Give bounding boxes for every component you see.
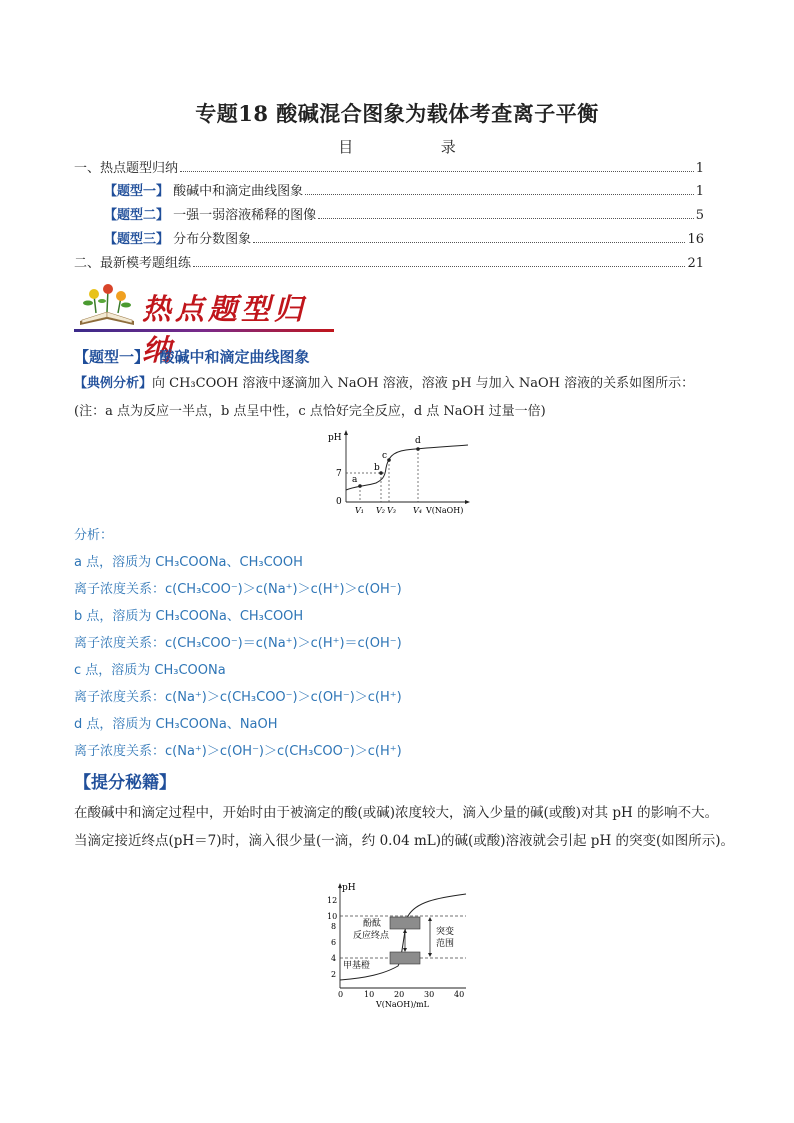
toc-row[interactable] [74, 154, 704, 176]
chart1-tick-v1: V₁ [355, 506, 364, 515]
chart1-tick-7: 7 [336, 469, 342, 479]
banner-title: 热点题型归纳 [142, 292, 308, 367]
book-flowers-icon [74, 283, 140, 329]
toc-leader [193, 266, 685, 267]
toc-row-label: 一强一弱溶液稀释的图像 [173, 208, 317, 223]
toc-heading-right: 录 [440, 138, 456, 156]
toc-leader [180, 171, 694, 172]
chart2-xtick-40: 40 [454, 990, 465, 999]
chart2-ytick-6: 6 [331, 938, 337, 947]
banner-underline [74, 329, 334, 332]
toc-row-bracket: 【题型一】 [104, 184, 170, 199]
analysis-line: d 点，溶质为 CH₃COONa、NaOH [74, 717, 278, 732]
toc-leader [318, 218, 694, 219]
chart1-tick-v3: V₃ [387, 506, 396, 515]
section-heading [74, 346, 309, 367]
toc-row-bracket: 【题型三】 [104, 232, 170, 247]
chart2-phenolphthalein-box [390, 917, 420, 929]
page-title: 专题18 酸碱混合图象为载体考查离子平衡 [195, 101, 599, 126]
tips-line: 在酸碱中和滴定过程中，开始时由于被滴定的酸(或碱)浓度较大，滴入少量的碱(或酸)对其 pH 的影响不大。 [74, 805, 719, 821]
example-note: (注：a 点为反应一半点，b 点呈中性，c 点恰好完全反应，d 点 NaOH 过量一倍) [74, 404, 546, 419]
chart1-x-label: V(NaOH) [426, 506, 464, 515]
analysis-line: a 点，溶质为 CH₃COONa、CH₃COOH [74, 555, 303, 570]
chart2-xtick-30: 30 [424, 990, 435, 999]
chart2-y-label: pH [342, 883, 356, 893]
example-tag: 【典例分析】 [74, 376, 153, 391]
toc-row-page: 1 [695, 161, 704, 176]
chart1-x-arrow [465, 500, 470, 504]
chart1-label-c: c [382, 451, 388, 461]
example-paragraph [74, 375, 734, 393]
tips-line: 当滴定接近终点(pH＝7)时，滴入很少量(一滴，约 0.04 mL)的碱(或酸)溶液就会引起 pH 的突变(如图所示)。 [74, 833, 735, 849]
chart2-range-arrow-down [428, 953, 432, 957]
toc-row[interactable] [104, 177, 704, 199]
toc-row-label: 酸碱中和滴定曲线图象 [173, 184, 304, 199]
chart1-tick-v2: V₂ [376, 506, 385, 515]
chart2-ytick-4: 4 [331, 954, 337, 963]
chart1-point-c [387, 458, 391, 462]
chart1-label-b: b [374, 463, 380, 473]
chart2-xtick-0: 0 [338, 990, 344, 999]
analysis-line: b 点，溶质为 CH₃COONa、CH₃COOH [74, 609, 304, 624]
chart1-y-arrow [344, 430, 348, 435]
toc-row-page: 1 [695, 184, 704, 199]
chart1-tick-v4: V₄ [413, 506, 422, 515]
titration-curve-chart [322, 428, 472, 516]
toc-row-label: 二、最新模考题组练 [74, 256, 192, 271]
chart1-label-d: d [415, 436, 421, 446]
chart2-label-endpoint: 反应终点 [353, 931, 390, 941]
chart1-origin: 0 [336, 497, 342, 507]
toc-row[interactable] [104, 201, 704, 223]
chart2-ytick-8: 8 [331, 922, 337, 931]
chart2-xtick-10: 10 [364, 990, 375, 999]
chart2-xtick-20: 20 [394, 990, 405, 999]
toc-row-page: 16 [687, 232, 704, 247]
chart2-x-label: V(NaOH)/mL [376, 1000, 429, 1008]
section-heading-text: 酸碱中和滴定曲线图象 [159, 348, 310, 366]
analysis-line: c 点，溶质为 CH₃COONa [74, 663, 226, 678]
toc-row[interactable] [104, 225, 704, 247]
chart2-label-indicator-bottom: 甲基橙 [343, 961, 371, 971]
analysis-line: 离子浓度关系：c(Na⁺)＞c(CH₃COO⁻)＞c(OH⁻)＞c(H⁺) [74, 690, 402, 705]
chart2-methyl-orange-box [390, 952, 420, 964]
chart1-curve [346, 445, 468, 490]
tips-heading: 【提分秘籍】 [74, 773, 176, 793]
chart2-endpoint-arrow-up [403, 929, 407, 933]
chart2-ytick-2: 2 [331, 970, 337, 979]
chart2-label-indicator-top: 酚酞 [363, 919, 382, 929]
chart1-point-a [358, 484, 362, 488]
chart2-endpoint-arrow-down [403, 948, 407, 952]
toc-row-label: 分布分数图象 [173, 232, 252, 247]
chart2-range-arrow-up [428, 917, 432, 921]
toc-row[interactable] [74, 249, 704, 271]
ph-jump-chart [326, 880, 476, 1008]
toc-row-page: 5 [695, 208, 704, 223]
toc-row-label: 一、热点题型归纳 [74, 161, 179, 176]
toc-leader [253, 242, 685, 243]
chart1-y-label: pH [328, 433, 342, 443]
toc-row-page: 21 [687, 256, 704, 271]
chart2-ytick-10: 10 [327, 912, 338, 921]
section-heading-bracket: 【题型一】 [74, 348, 150, 366]
toc-leader [305, 194, 694, 195]
example-text: 向 CH₃COOH 溶液中逐滴加入 NaOH 溶液，溶液 pH 与加入 NaOH 溶液的关系如图所示： [152, 376, 695, 391]
chart2-label-range-1: 突变 [436, 927, 455, 937]
analysis-line: 离子浓度关系：c(CH₃COO⁻)＞c(Na⁺)＞c(H⁺)＞c(OH⁻) [74, 582, 402, 597]
toc-row-bracket: 【题型二】 [104, 208, 170, 223]
chart1-point-d [416, 447, 420, 451]
analysis-label: 分析： [74, 528, 114, 543]
analysis-line: 离子浓度关系：c(CH₃COO⁻)＝c(Na⁺)＞c(H⁺)＝c(OH⁻) [74, 636, 402, 651]
chart2-ytick-12: 12 [327, 896, 338, 905]
chart1-label-a: a [352, 475, 358, 485]
chart2-label-range-2: 范围 [436, 939, 455, 949]
toc-heading-left: 目 [338, 138, 354, 156]
analysis-line: 离子浓度关系：c(Na⁺)＞c(OH⁻)＞c(CH₃COO⁻)＞c(H⁺) [74, 744, 402, 759]
